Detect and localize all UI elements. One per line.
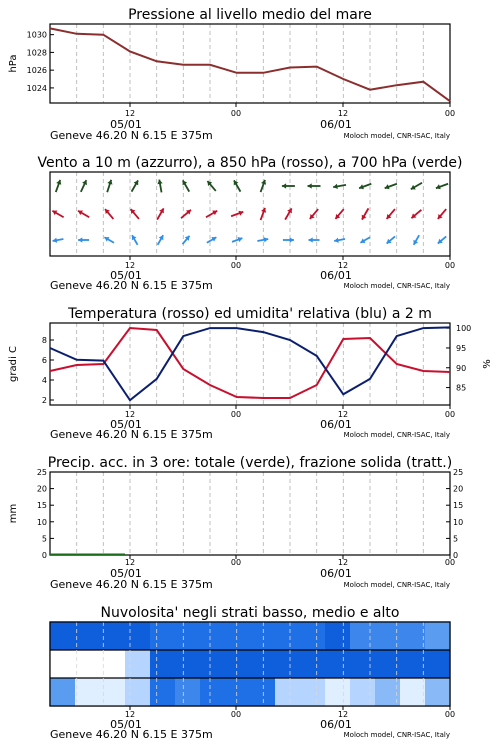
- x-tick-label: 12: [337, 558, 349, 567]
- credit-label: Moloch model, CNR-ISAC, Italy: [343, 132, 450, 140]
- date-label: 05/01: [110, 567, 142, 580]
- y-tick-label: 0: [41, 551, 47, 560]
- plot-frame: [50, 472, 450, 555]
- wind-arrow-head: [282, 183, 286, 188]
- precip-bar: [50, 554, 75, 556]
- x-tick-label: 00: [230, 410, 242, 419]
- y-right-tick-label: 0: [453, 551, 459, 560]
- cloud-cell-alto: [125, 622, 151, 650]
- cloud-cell-medio: [275, 650, 301, 678]
- cloud-cell-basso: [50, 678, 76, 706]
- cloud-cell-alto: [100, 622, 126, 650]
- y-tick-label: 8: [41, 336, 47, 345]
- wind-arrow-head: [309, 237, 313, 242]
- cloud-cell-basso: [75, 678, 101, 706]
- wind-arrow-head: [290, 237, 294, 242]
- precip-bar: [75, 554, 100, 556]
- plot-frame: [50, 323, 450, 405]
- x-tick-label: 12: [124, 558, 136, 567]
- cloud-cell-alto: [250, 622, 276, 650]
- y-tick-label: 15: [36, 501, 47, 511]
- cloud-cell-basso: [125, 678, 151, 706]
- location-label: Geneve 46.20 N 6.15 E 375m: [50, 279, 213, 292]
- cloud-cell-alto: [275, 622, 301, 650]
- credit-label: Moloch model, CNR-ISAC, Italy: [343, 282, 450, 290]
- x-tick-label: 12: [337, 109, 349, 118]
- y-right-tick-label: 5: [453, 534, 459, 544]
- credit-label: Moloch model, CNR-ISAC, Italy: [343, 731, 450, 739]
- cloud-cell-basso: [275, 678, 301, 706]
- cloud-cell-medio: [250, 650, 276, 678]
- x-tick-label: 12: [337, 410, 349, 419]
- y-tick-label: 4: [41, 376, 47, 385]
- cloud-cell-alto: [300, 622, 326, 650]
- chart-title: Temperatura (rosso) ed umidita' relativa (blu) a 2 m: [68, 306, 432, 322]
- date-label: 06/01: [320, 269, 352, 282]
- x-tick-label: 12: [124, 710, 136, 719]
- cloud-cell-basso: [400, 678, 426, 706]
- y-right-tick-label: 10: [453, 517, 464, 527]
- plot-frame: [50, 24, 450, 103]
- x-tick-label: 00: [230, 109, 242, 118]
- x-tick-label: 00: [444, 109, 456, 118]
- chart-title: Vento a 10 m (azzurro), a 850 hPa (rosso), a 700 hPa (verde): [37, 155, 463, 171]
- panel-5: [50, 605, 455, 741]
- cloud-cell-medio: [400, 650, 426, 678]
- cloud-cell-alto: [50, 622, 76, 650]
- cloud-cell-basso: [200, 678, 226, 706]
- y-tick-label: 20: [36, 484, 47, 494]
- x-tick-label: 12: [124, 410, 136, 419]
- cloud-heatmap: [50, 622, 451, 706]
- y-axis-label: mm: [8, 503, 19, 524]
- x-tick-label: 00: [444, 261, 456, 270]
- cloud-cell-medio: [225, 650, 251, 678]
- pressure-line: [50, 28, 450, 101]
- cloud-cell-medio: [100, 650, 126, 678]
- humidity-line: [50, 327, 450, 400]
- location-label: Geneve 46.20 N 6.15 E 375m: [50, 578, 213, 591]
- panel-1: [8, 7, 455, 142]
- cloud-cell-medio: [425, 650, 451, 678]
- date-label: 06/01: [320, 718, 352, 731]
- y-axis-label: hPa: [8, 54, 19, 73]
- cloud-cell-medio: [200, 650, 226, 678]
- cloud-cell-basso: [425, 678, 451, 706]
- y-right-tick-label: 100: [456, 324, 472, 334]
- panel-3: [8, 306, 493, 441]
- y-tick-label: 5: [41, 534, 47, 544]
- x-tick-label: 00: [444, 710, 456, 719]
- wind-arrow-head: [78, 237, 82, 242]
- location-label: Geneve 46.20 N 6.15 E 375m: [50, 129, 213, 142]
- x-tick-label: 12: [124, 261, 136, 270]
- cloud-cell-medio: [325, 650, 351, 678]
- chart-title: Pressione al livello medio del mare: [128, 7, 372, 23]
- panel-2: [37, 155, 462, 292]
- y-tick-label: 25: [36, 468, 47, 477]
- cloud-cell-basso: [100, 678, 126, 706]
- y-right-tick-label: 95: [456, 343, 467, 353]
- chart-title: Nuvolosita' negli strati basso, medio e alto: [100, 605, 400, 621]
- location-label: Geneve 46.20 N 6.15 E 375m: [50, 428, 213, 441]
- cloud-cell-basso: [300, 678, 326, 706]
- cloud-cell-medio: [75, 650, 101, 678]
- cloud-cell-alto: [400, 622, 426, 650]
- cloud-cell-medio: [300, 650, 326, 678]
- y-axis-label: gradi C: [8, 346, 19, 382]
- x-tick-label: 12: [124, 109, 136, 118]
- x-tick-label: 12: [337, 710, 349, 719]
- x-tick-label: 12: [337, 261, 349, 270]
- cloud-cell-alto: [150, 622, 176, 650]
- cloud-cell-medio: [50, 650, 76, 678]
- cloud-cell-basso: [225, 678, 251, 706]
- cloud-cell-basso: [250, 678, 276, 706]
- y-tick-label: 10: [36, 517, 47, 527]
- location-label: Geneve 46.20 N 6.15 E 375m: [50, 728, 213, 741]
- y-tick-label: 1030: [26, 30, 47, 40]
- date-label: 06/01: [320, 118, 352, 131]
- y-right-tick-label: 15: [453, 501, 464, 511]
- y-right-tick-label: 90: [456, 363, 467, 373]
- date-label: 05/01: [110, 418, 142, 431]
- y-right-tick-label: 85: [456, 383, 467, 393]
- cloud-cell-basso: [325, 678, 351, 706]
- cloud-cell-medio: [175, 650, 201, 678]
- cloud-cell-basso: [150, 678, 176, 706]
- date-label: 05/01: [110, 269, 142, 282]
- cloud-cell-alto: [225, 622, 251, 650]
- y-right-axis-label: %: [482, 359, 493, 369]
- credit-label: Moloch model, CNR-ISAC, Italy: [343, 431, 450, 439]
- y-right-tick-label: 20: [453, 484, 464, 494]
- cloud-cell-alto: [325, 622, 351, 650]
- cloud-cell-basso: [175, 678, 201, 706]
- y-tick-label: 6: [41, 356, 47, 365]
- cloud-cell-alto: [200, 622, 226, 650]
- wind-arrow-head: [308, 183, 312, 188]
- y-tick-label: 2: [41, 396, 47, 405]
- credit-label: Moloch model, CNR-ISAC, Italy: [343, 581, 450, 589]
- cloud-cell-medio: [150, 650, 176, 678]
- y-tick-label: 1028: [26, 48, 47, 58]
- cloud-cell-alto: [175, 622, 201, 650]
- x-tick-label: 00: [230, 558, 242, 567]
- date-label: 05/01: [110, 718, 142, 731]
- y-tick-label: 1024: [26, 83, 47, 93]
- x-tick-label: 00: [230, 261, 242, 270]
- cloud-cell-alto: [350, 622, 376, 650]
- x-tick-label: 00: [230, 710, 242, 719]
- chart-title: Precip. acc. in 3 ore: totale (verde), frazione solida (tratt.): [47, 455, 453, 471]
- date-label: 06/01: [320, 567, 352, 580]
- cloud-cell-medio: [125, 650, 151, 678]
- date-label: 05/01: [110, 118, 142, 131]
- precip-bar: [100, 554, 125, 556]
- cloud-cell-alto: [75, 622, 101, 650]
- cloud-cell-basso: [350, 678, 376, 706]
- panel-4: [8, 455, 463, 591]
- date-label: 06/01: [320, 418, 352, 431]
- x-tick-label: 00: [444, 558, 456, 567]
- cloud-cell-medio: [350, 650, 376, 678]
- y-right-tick-label: 25: [453, 468, 464, 477]
- temperature-line: [50, 328, 450, 398]
- x-tick-label: 00: [444, 410, 456, 419]
- y-tick-label: 1026: [26, 66, 47, 76]
- cloud-cell-alto: [425, 622, 451, 650]
